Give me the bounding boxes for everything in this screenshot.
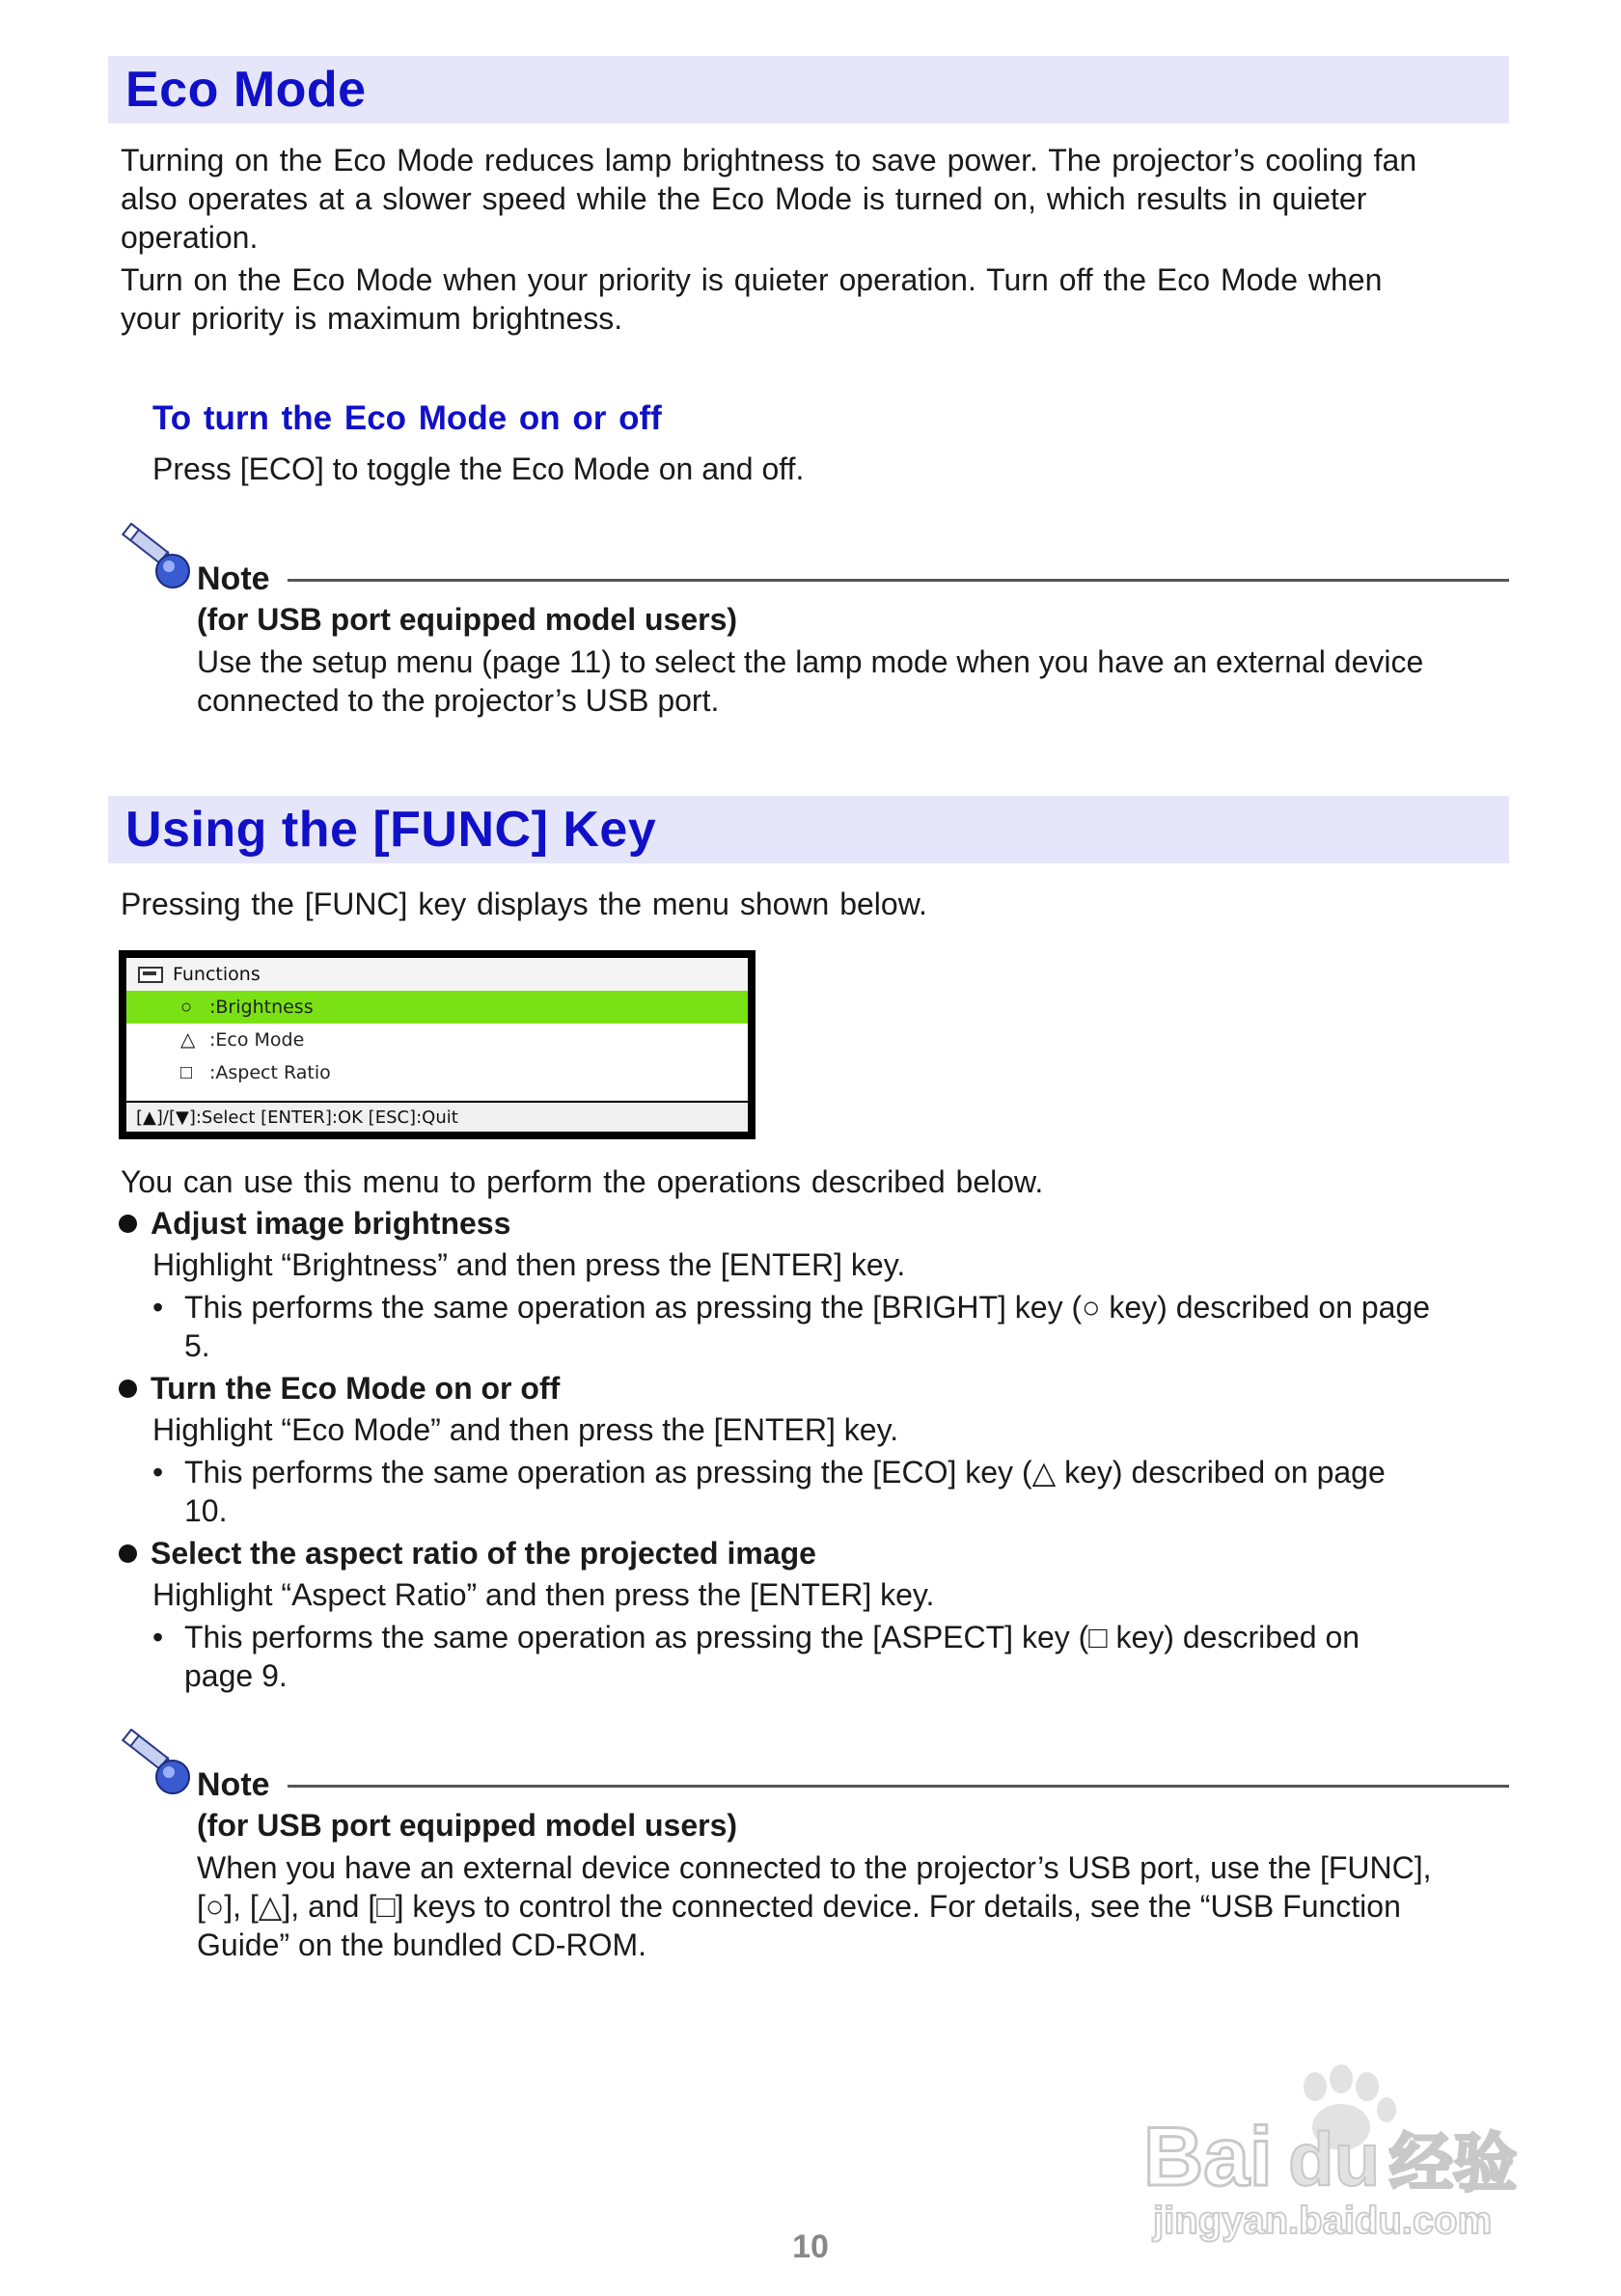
note-pencil-icon bbox=[118, 523, 193, 592]
menu-item-label: :Brightness bbox=[209, 997, 314, 1018]
watermark-brand: Bai bbox=[1143, 2111, 1273, 2203]
menu-window-icon bbox=[138, 967, 163, 983]
note-subtitle: (for USB port equipped model users) bbox=[197, 602, 738, 637]
triangle-icon: △ bbox=[180, 1029, 196, 1051]
eco-subheading: To turn the Eco Mode on or off bbox=[152, 399, 662, 437]
menu-item-aspect-ratio bbox=[126, 1056, 748, 1089]
eco-priority-paragraph: Turn on the Eco Mode when your priority is quieter operation. Turn off the Eco Mode when your priority is maximum brightness. bbox=[121, 262, 1383, 336]
note-body: Use the setup menu (page 11) to select the lamp mode when you have an external device connected to the projector’s USB port. bbox=[197, 644, 1424, 718]
bullet-dot-icon bbox=[119, 1544, 137, 1563]
note-title: Note bbox=[197, 560, 270, 597]
small-bullet-icon: • bbox=[152, 1620, 164, 1654]
operation-title: Select the aspect ratio of the projected image bbox=[151, 1536, 816, 1571]
operation-title: Turn the Eco Mode on or off bbox=[151, 1371, 561, 1406]
square-icon: □ bbox=[180, 1062, 193, 1083]
operation-detail bbox=[152, 1288, 1436, 1365]
baidu-watermark bbox=[1143, 2050, 1529, 2243]
note-body: When you have an external device connected to the projector’s USB port, use the [FUNC], [○], [△], and [□] keys to control the connected device. For details, see the “USB Function Guide” on the bundled CD-ROM. bbox=[197, 1850, 1432, 1962]
watermark-cn: 经验 bbox=[1389, 2126, 1517, 2200]
menu-item-label: :Aspect Ratio bbox=[209, 1062, 331, 1083]
note-divider bbox=[288, 579, 1509, 582]
menu-item-brightness bbox=[126, 991, 748, 1024]
operation-instruction: Highlight “Aspect Ratio” and then press the [ENTER] key. bbox=[152, 1577, 935, 1612]
menu-item-eco-mode bbox=[126, 1024, 748, 1056]
func-lead-paragraph: You can use this menu to perform the operations described below. bbox=[121, 1164, 1044, 1199]
watermark-brand-du: du bbox=[1288, 2117, 1381, 2201]
menu-title: Functions bbox=[173, 964, 261, 985]
operation-heading-brightness bbox=[119, 1204, 510, 1243]
menu-title-bar bbox=[126, 958, 748, 991]
circle-icon: ○ bbox=[180, 997, 193, 1018]
page-number: 10 bbox=[792, 2228, 829, 2265]
operation-heading-aspect bbox=[119, 1534, 816, 1572]
menu-footer-hint: [▲]/[▼]:Select [ENTER]:OK [ESC]:Quit bbox=[136, 1107, 458, 1128]
operation-heading-eco bbox=[119, 1369, 560, 1408]
eco-intro-paragraph: Turning on the Eco Mode reduces lamp brightness to save power. The projector’s cooling fan also operates at a slower speed while the Eco Mode is turned on, which results in quieter operation. bbox=[121, 143, 1417, 255]
section-title: Using the [FUNC] Key bbox=[125, 802, 657, 858]
watermark-url: jingyan.baidu.com bbox=[1153, 2200, 1493, 2242]
operation-detail-text: This performs the same operation as pressing the [BRIGHT] key (○ key) described on page 5. bbox=[184, 1290, 1431, 1363]
func-intro-paragraph: Pressing the [FUNC] key displays the menu shown below. bbox=[121, 887, 927, 921]
bullet-dot-icon bbox=[119, 1380, 137, 1398]
operation-detail-text: This performs the same operation as pressing the [ECO] key (△ key) described on page 10. bbox=[184, 1455, 1386, 1528]
operation-detail bbox=[152, 1618, 1436, 1695]
menu-item-label: :Eco Mode bbox=[209, 1029, 305, 1051]
menu-panel bbox=[126, 958, 748, 1132]
note-divider bbox=[288, 1785, 1509, 1788]
operation-detail-text: This performs the same operation as pressing the [ASPECT] key (□ key) described on page 9. bbox=[184, 1620, 1360, 1693]
small-bullet-icon: • bbox=[152, 1455, 164, 1490]
operation-instruction: Highlight “Eco Mode” and then press the [ENTER] key. bbox=[152, 1412, 899, 1447]
operation-title: Adjust image brightness bbox=[151, 1206, 511, 1241]
menu-footer bbox=[126, 1101, 748, 1132]
small-bullet-icon: • bbox=[152, 1290, 164, 1325]
bullet-dot-icon bbox=[119, 1215, 137, 1233]
section-header-func bbox=[108, 796, 1509, 863]
eco-instruction: Press [ECO] to toggle the Eco Mode on and off. bbox=[152, 451, 805, 486]
note-subtitle: (for USB port equipped model users) bbox=[197, 1808, 738, 1843]
functions-menu-screenshot bbox=[119, 950, 756, 1139]
section-title: Eco Mode bbox=[125, 62, 367, 118]
operation-detail bbox=[152, 1453, 1436, 1530]
note-pencil-icon bbox=[118, 1729, 193, 1798]
note-title: Note bbox=[197, 1766, 270, 1803]
section-header-eco bbox=[108, 56, 1509, 123]
operation-instruction: Highlight “Brightness” and then press the [ENTER] key. bbox=[152, 1247, 906, 1282]
